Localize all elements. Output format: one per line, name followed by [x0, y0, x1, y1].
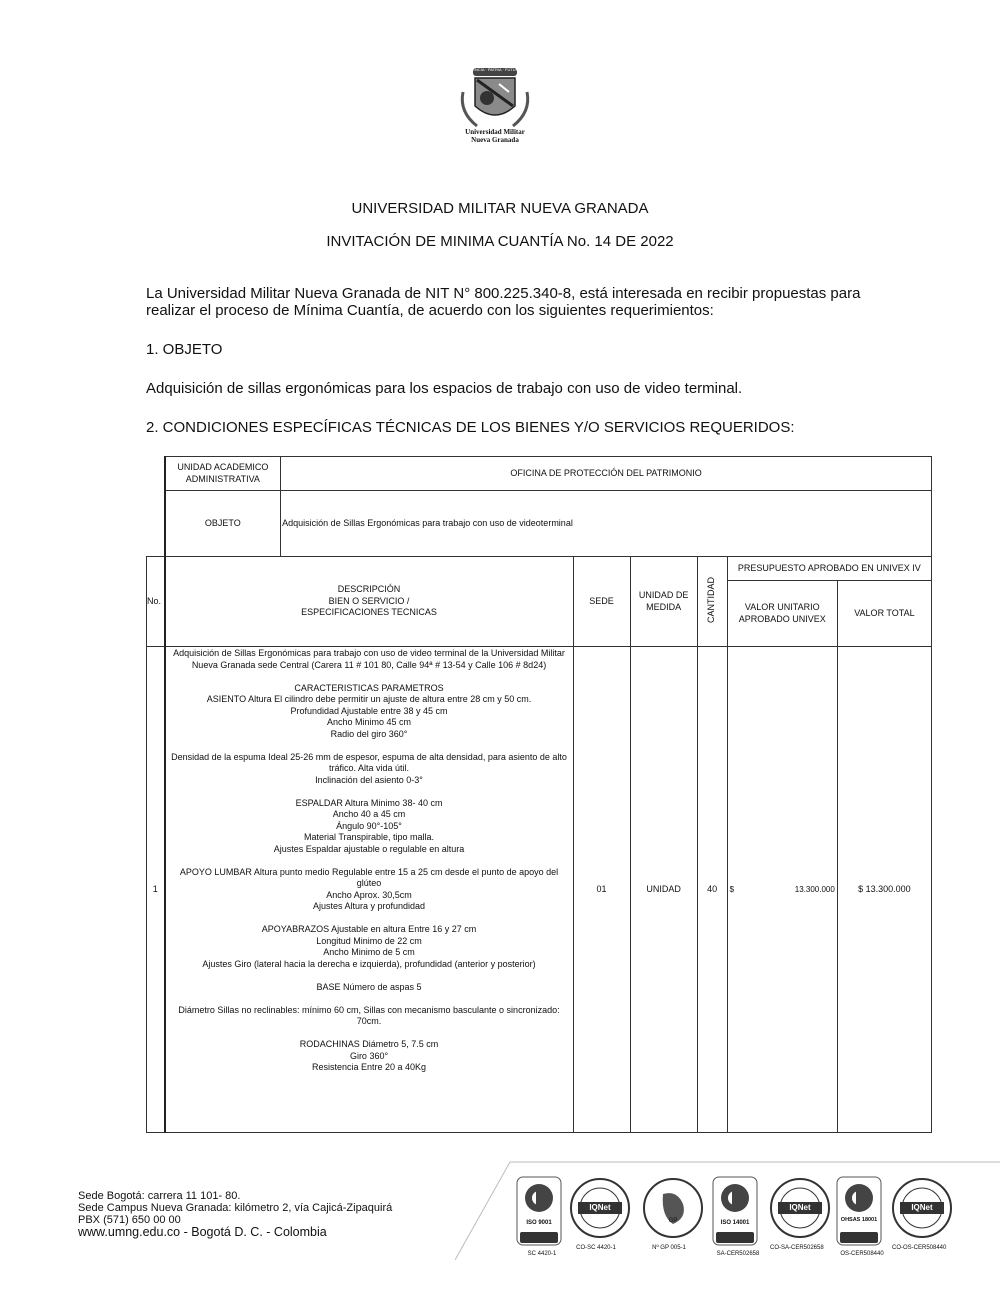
- object-value: Adquisición de Sillas Ergonómicas para trabajo con uso de videoterminal: [281, 491, 932, 557]
- cert-code: CO-SC 4420-1: [576, 1245, 616, 1251]
- header-unidad: UNIDAD DE MEDIDA: [630, 557, 697, 647]
- row-description: Adquisición de Sillas Ergonómicas para trabajo con uso de video terminal de la Universidad Militar Nueva Granada sede Central (Carera 11 # 101 80, Calle 94ª # 13-54 y Calle 106 # 8d24) CARACTERISTICAS PARAMETROS ASIENTO Altura El cilindro debe permitir un ajuste de altura entre 28 cm y 50 cm. Profundidad Ajustable entre 38 y 45 cm Ancho Minimo 45 cm Radio del giro 360° Densidad de la espuma Ideal 25-26 mm de espesor, espuma de alta densidad, para asiento de alto tráfico. Alta vida útil. Inclinación del asiento 0-3° ESPALDAR Altura Minimo 38- 40 cm Ancho 40 a 45 cm Ángulo 90°-105° Material Transpirable, tipo malla. Ajustes Espaldar ajustable o regulable en altura APOYO LUMBAR Altura punto medio Regulable entre 15 a 25 cm desde el punto de apoyo del glúteo Ancho Aprox. 30,5cm Ajustes Altura y profundidad APOYABRAZOS Ajustable en altura Entre 16 y 27 cm Longitud Minimo de 22 cm Ancho Minimo de 5 cm Ajustes Giro (lateral hacia la derecha e izquierda), profundidad (anterior y posterior) BASE Número de aspas 5 Diámetro Sillas no reclinables: mínimo 60 cm, Sillas con mecanismo basculante o sincronizado: 70cm. RODACHINAS Diámetro 5, 7.5 cm Giro 360° Resistencia Entre 20 a 40Kg: [165, 647, 573, 1133]
- row-cantidad: 40: [697, 647, 727, 1133]
- institution-title: UNIVERSIDAD MILITAR NUEVA GRANADA: [351, 200, 649, 217]
- unit-value: OFICINA DE PROTECCIÓN DEL PATRIMONIO: [281, 457, 932, 491]
- cert-badge-iso14001: [712, 1176, 764, 1257]
- header-valor-unitario: VALOR UNITARIO APROBADO UNIVEX: [727, 581, 837, 647]
- row-valor-total: $ 13.300.000: [837, 647, 931, 1133]
- cert-badge-iqnet-3: [892, 1176, 947, 1251]
- row-no: 1: [147, 647, 165, 1133]
- cert-label-ohsas: OHSAS 18001: [840, 1217, 878, 1223]
- footer-address: Sede Bogotá: carrera 11 101- 80. Sede Campus Nueva Granada: kilómetro 2, vía Cajicá-Zipaquirá PBX (571) 650 00 00 www.umng.edu.co - Bogotá D. C. - Colombia: [78, 1190, 393, 1239]
- footer-website: www.umng.edu.co - Bogotá D. C. - Colombia: [78, 1225, 327, 1239]
- specifications-table: [146, 456, 932, 1133]
- row-unidad: UNIDAD: [630, 647, 697, 1133]
- section-1-heading: 1. OBJETO: [146, 341, 223, 358]
- cert-code: OS-CER508440: [840, 1251, 884, 1257]
- cert-badge-iso9001: [516, 1176, 568, 1257]
- row-sede: 01: [573, 647, 630, 1133]
- cert-code: SA-CER502658: [716, 1251, 760, 1257]
- header-description: DESCRIPCIÓN BIEN O SERVICIO / ESPECIFICACIONES TECNICAS: [165, 557, 573, 647]
- header-cantidad: CANTIDAD: [697, 557, 727, 647]
- header-presupuesto: PRESUPUESTO APROBADO EN UNIVEX IV: [727, 557, 931, 581]
- cert-label-iqnet-3: IQNet: [911, 1203, 933, 1212]
- cert-code: CO-OS-CER508440: [892, 1245, 947, 1251]
- row-valor-unitario: $ 13.300.000: [727, 647, 837, 1133]
- logo-wordmark: Universidad Militar Nueva Granada: [465, 128, 525, 144]
- cert-label-iqnet-1: IQNet: [589, 1203, 611, 1212]
- section-2-heading: 2. CONDICIONES ESPECÍFICAS TÉCNICAS DE LOS BIENES Y/O SERVICIOS REQUERIDOS:: [146, 419, 795, 436]
- invitation-title: INVITACIÓN DE MINIMA CUANTÍA No. 14 DE 2022: [326, 233, 674, 250]
- table-row: [147, 647, 932, 1133]
- cert-label-gp: GP: [668, 1218, 678, 1224]
- cert-code: SC 4420-1: [527, 1251, 557, 1257]
- cert-badge-iqnet-1: [570, 1176, 622, 1251]
- cert-label-iso14001: ISO 14001: [720, 1220, 750, 1226]
- object-label: OBJETO: [165, 491, 281, 557]
- cert-badge-iqnet-2: [770, 1176, 822, 1251]
- header-no: No.: [147, 557, 165, 647]
- header-valor-total: VALOR TOTAL: [837, 581, 931, 647]
- cert-badge-gp: [643, 1176, 695, 1251]
- header-sede: SEDE: [573, 557, 630, 647]
- cert-code: CO-SA-CER502658: [770, 1245, 824, 1251]
- unit-label: UNIDAD ACADEMICO ADMINISTRATIVA: [165, 457, 281, 491]
- cert-label-iqnet-2: IQNet: [789, 1203, 811, 1212]
- logo-motto: CIENCIA · PATRIA · FUTURO: [468, 67, 522, 72]
- intro-paragraph: La Universidad Militar Nueva Granada de NIT N° 800.225.340-8, está interesada en recibir propuestas para realizar el proceso de Mínima Cuantía, de acuerdo con los siguientes requerimientos:: [146, 285, 861, 319]
- cert-label-iso9001: ISO 9001: [526, 1220, 552, 1226]
- cert-code: Nº GP 005-1: [652, 1245, 686, 1251]
- section-1-text: Adquisición de sillas ergonómicas para los espacios de trabajo con uso de video terminal.: [146, 380, 743, 397]
